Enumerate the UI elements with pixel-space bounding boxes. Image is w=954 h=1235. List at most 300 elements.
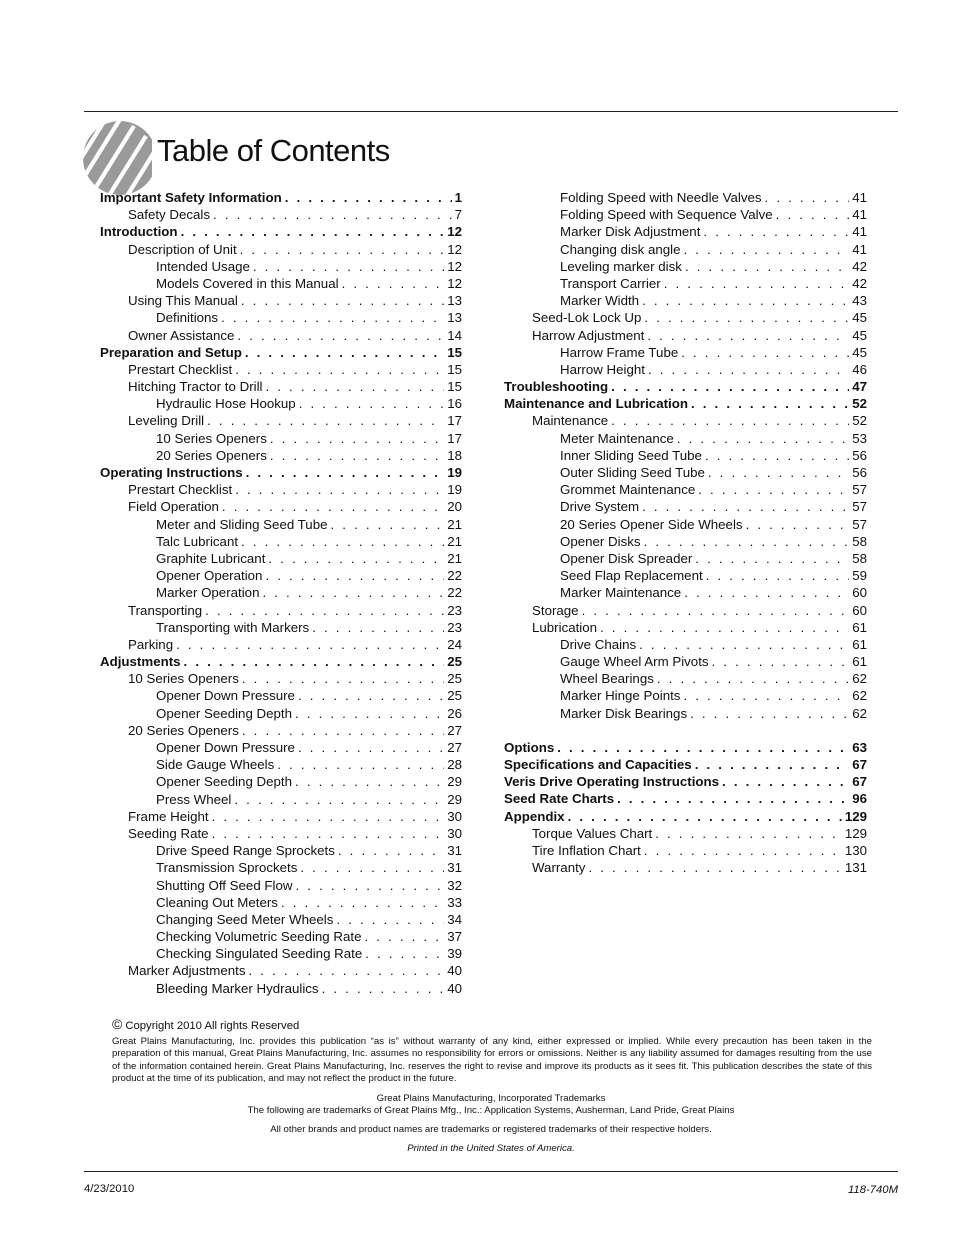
toc-entry-label: Veris Drive Operating Instructions [504,774,720,790]
toc-dot-leader [690,705,849,722]
toc-entry[interactable] [100,241,462,258]
toc-section-entry[interactable] [100,223,462,240]
toc-entry-page-number: 21 [447,550,462,566]
toc-entry-page-number: 25 [447,671,462,687]
toc-entry[interactable] [100,447,462,464]
toc-entry[interactable] [100,705,462,722]
toc-entry[interactable] [504,206,867,223]
toc-entry-page-number: 41 [852,190,867,205]
toc-entry[interactable] [504,292,867,309]
copyright-text: Copyright 2010 All rights Reserved [125,1020,300,1032]
toc-dot-leader [285,189,452,206]
toc-entry-page-number: 21 [447,516,462,532]
toc-dot-leader [644,533,850,550]
toc-entry[interactable] [504,859,867,876]
toc-entry[interactable] [504,258,867,275]
toc-entry[interactable] [100,602,462,619]
toc-entry-page-number: 57 [852,482,867,498]
page-title: Table of Contents [157,133,390,168]
toc-section-entry[interactable] [100,464,462,481]
toc-entry-label: Folding Speed with Needle Valves [560,190,762,205]
toc-entry-label: Troubleshooting [504,379,609,395]
toc-dot-leader [706,567,850,584]
toc-entry-label: Transport Carrier [560,275,661,291]
toc-entry[interactable] [100,894,462,911]
toc-entry-label: Introduction [100,224,178,240]
toc-entry[interactable] [504,241,867,258]
toc-entry-label: Seed Flap Replacement [560,568,703,584]
toc-dot-leader [295,773,444,790]
toc-entry-page-number: 131 [844,860,867,876]
toc-entry[interactable] [504,481,867,498]
toc-entry[interactable] [504,309,867,326]
toc-dot-leader [647,327,849,344]
toc-dot-leader [268,550,444,567]
toc-entry[interactable] [100,619,462,636]
toc-entry-page-number: 56 [852,447,867,463]
toc-entry-page-number: 129 [844,825,867,841]
toc-section-entry[interactable] [100,653,462,670]
toc-dot-leader [600,619,849,636]
toc-entry-page-number: 19 [447,482,462,498]
toc-entry-page-number: 22 [447,585,462,601]
toc-dot-leader [657,670,849,687]
toc-dot-leader [312,619,444,636]
toc-entry-label: Folding Speed with Sequence Valve [560,207,773,223]
toc-dot-leader [181,223,445,240]
toc-dot-leader [212,825,445,842]
toc-entry[interactable] [100,980,462,997]
toc-dot-leader [241,533,444,550]
toc-dot-leader [655,825,842,842]
toc-entry[interactable] [100,739,462,756]
toc-dot-leader [611,412,849,429]
toc-section-entry[interactable] [504,756,867,773]
toc-dot-leader [708,464,849,481]
toc-entry[interactable] [504,189,867,206]
toc-entry[interactable] [504,223,867,240]
toc-entry-page-number: 14 [447,327,462,343]
toc-dot-leader [746,516,850,533]
toc-entry-page-number: 39 [447,946,462,962]
company-logo-icon [82,120,158,196]
toc-dot-leader [336,911,444,928]
toc-entry-label: Definitions [156,310,219,326]
toc-entry[interactable] [100,395,462,412]
toc-entry[interactable] [100,911,462,928]
toc-entry-page-number: 21 [447,533,462,549]
toc-entry-label: Parking [128,636,174,652]
toc-entry-page-number: 30 [447,808,462,824]
toc-entry-page-number: 61 [852,636,867,652]
toc-entry-label: Harrow Frame Tube [560,344,679,360]
toc-entry[interactable] [100,378,462,395]
toc-entry-page-number: 24 [447,636,462,652]
toc-dot-leader [245,344,444,361]
toc-entry[interactable] [504,447,867,464]
toc-entry-page-number: 37 [447,929,462,945]
toc-entry-page-number: 41 [852,207,867,223]
toc-entry[interactable] [100,516,462,533]
toc-entry-page-number: 60 [852,602,867,618]
toc-section-entry[interactable] [504,790,867,807]
toc-entry-label: Grommet Maintenance [560,482,696,498]
toc-entry-label: Marker Width [560,293,640,309]
toc-entry-page-number: 1 [454,190,462,205]
toc-dot-leader [691,395,849,412]
toc-entry[interactable] [100,361,462,378]
toc-entry-label: Maintenance [532,413,609,429]
toc-dot-leader [684,584,849,601]
toc-entry-label: Marker Disk Adjustment [560,224,701,240]
toc-entry-label: Changing disk angle [560,241,681,257]
toc-entry-page-number: 59 [852,568,867,584]
toc-entry-page-number: 17 [447,430,462,446]
toc-entry-label: Checking Volumetric Seeding Rate [156,929,362,945]
toc-dot-leader [364,928,444,945]
toc-dot-leader [642,498,849,515]
toc-entry-label: Important Safety Information [100,190,282,205]
toc-entry[interactable] [504,670,867,687]
toc-entry-label: Torque Values Chart [532,825,653,841]
toc-entry[interactable] [100,825,462,842]
toc-entry-page-number: 42 [852,258,867,274]
toc-entry-page-number: 13 [447,310,462,326]
toc-entry-label: Marker Disk Bearings [560,705,688,721]
toc-entry[interactable] [504,430,867,447]
toc-entry[interactable] [100,773,462,790]
toc-entry[interactable] [100,756,462,773]
toc-entry[interactable] [100,859,462,876]
toc-entry-label: Marker Maintenance [560,585,682,601]
toc-entry[interactable] [100,636,462,653]
toc-dot-leader [237,327,444,344]
toc-entry[interactable] [100,928,462,945]
toc-entry[interactable] [504,653,867,670]
toc-dot-leader [683,687,849,704]
toc-entry-label: Drive Speed Range Sprockets [156,843,335,859]
toc-entry-label: 10 Series Openers [128,671,239,687]
toc-entry-label: Drive Chains [560,636,637,652]
toc-entry-page-number: 34 [447,911,462,927]
toc-dot-leader [270,430,444,447]
toc-entry-page-number: 12 [447,275,462,291]
toc-entry-label: Prestart Checklist [128,361,233,377]
toc-section-entry[interactable] [504,395,867,412]
toc-entry-label: Cleaning Out Meters [156,894,278,910]
toc-entry[interactable] [504,602,867,619]
toc-entry-page-number: 28 [447,757,462,773]
toc-entry-label: Options [504,739,555,755]
toc-entry-page-number: 58 [852,550,867,566]
toc-entry[interactable] [504,412,867,429]
toc-entry-page-number: 23 [447,619,462,635]
toc-entry[interactable] [100,567,462,584]
toc-entry[interactable] [100,533,462,550]
toc-section-entry[interactable] [504,378,867,395]
toc-entry-label: Safety Decals [128,207,211,223]
toc-entry-page-number: 15 [447,361,462,377]
toc-entry-label: Gauge Wheel Arm Pivots [560,654,709,670]
toc-entry-page-number: 29 [447,791,462,807]
toc-dot-leader [298,739,444,756]
toc-entry-label: Transporting with Markers [156,619,310,635]
toc-entry[interactable] [100,292,462,309]
toc-dot-leader [765,189,850,206]
toc-entry-label: Marker Operation [156,585,260,601]
toc-dot-leader [695,550,849,567]
toc-entry-page-number: 130 [844,842,867,858]
toc-entry-label: Drive System [560,499,640,515]
disclaimer-text: Great Plains Manufacturing, Inc. provides this publication “as is” without warranty of any kind, either expressed or implied. While every precaution has been taken in the preparation of this manual, Great Plains Manufacturing, Inc. assumes no responsibility for errors or omissions. Neither is any liability assumed for damages resulting from the use of the information contained herein. Great Plains Manufacturing, Inc. reserves the right to revise and improve its products as it sees fit. This publication describes the state of this product at the time of its publication, and may not reflect the product in the future. [112,1036,872,1085]
toc-dot-leader [295,705,444,722]
publication-date: 4/23/2010 [84,1183,135,1195]
toc-entry-page-number: 60 [852,585,867,601]
toc-entry[interactable] [504,687,867,704]
toc-entry-label: 20 Series Openers [128,722,239,738]
toc-entry[interactable] [504,619,867,636]
printed-notice: Printed in the United States of America. [407,1143,575,1154]
toc-entry-page-number: 43 [852,293,867,309]
toc-section-entry[interactable] [504,808,867,825]
document-code: 118-740M [847,1184,898,1196]
toc-entry-page-number: 42 [852,275,867,291]
toc-entry-page-number: 22 [447,568,462,584]
toc-entry-page-number: 27 [447,722,462,738]
toc-entry[interactable] [100,722,462,739]
toc-entry-label: Prestart Checklist [128,482,233,498]
toc-entry-label: Seeding Rate [128,825,209,841]
toc-entry[interactable] [504,584,867,601]
toc-dot-leader [212,808,445,825]
toc-entry-label: Opener Operation [156,568,263,584]
toc-entry[interactable] [504,464,867,481]
toc-dot-leader [221,309,444,326]
toc-section-entry[interactable] [504,773,867,790]
toc-dot-leader [611,378,849,395]
toc-entry-label: Shutting Off Seed Flow [156,877,293,893]
toc-entry[interactable] [504,275,867,292]
toc-dot-leader [222,498,444,515]
toc-entry-label: Opener Disks [560,533,641,549]
toc-entry-label: Meter Maintenance [560,430,674,446]
toc-entry[interactable] [100,309,462,326]
toc-entry-label: Harrow Height [560,361,645,377]
toc-dot-leader [277,756,444,773]
toc-entry-page-number: 45 [852,344,867,360]
toc-entry-page-number: 31 [447,843,462,859]
toc-entry-page-number: 13 [447,293,462,309]
toc-entry[interactable] [504,498,867,515]
toc-section-entry[interactable] [504,739,867,756]
toc-dot-leader [270,447,444,464]
toc-dot-leader [639,636,849,653]
toc-dot-leader [249,962,445,979]
toc-entry[interactable] [100,842,462,859]
toc-dot-leader [253,258,444,275]
toc-right-column [504,189,867,876]
toc-dot-leader [557,739,849,756]
toc-dot-leader [705,447,849,464]
toc-entry-page-number: 52 [852,396,867,412]
toc-entry-label: Opener Seeding Depth [156,774,293,790]
toc-entry-page-number: 27 [447,740,462,755]
toc-entry[interactable] [100,481,462,498]
toc-entry[interactable] [504,705,867,722]
toc-entry-label: Meter and Sliding Seed Tube [156,516,328,532]
toc-entry-page-number: 61 [852,619,867,635]
toc-entry-page-number: 62 [852,705,867,721]
toc-dot-leader [296,877,445,894]
toc-entry-label: Storage [532,602,579,618]
toc-entry-page-number: 26 [447,705,462,721]
toc-entry-label: Warranty [532,860,586,876]
toc-dot-leader [184,653,445,670]
top-rule [84,111,898,112]
toc-entry-page-number: 16 [447,396,462,412]
toc-dot-leader [568,808,842,825]
toc-entry-label: Inner Sliding Seed Tube [560,447,702,463]
toc-entry[interactable] [504,825,867,842]
toc-entry-page-number: 46 [852,361,867,377]
toc-dot-leader [241,292,444,309]
toc-dot-leader [684,241,850,258]
toc-dot-leader [298,687,444,704]
toc-dot-leader [213,206,452,223]
toc-entry[interactable] [504,516,867,533]
toc-section-entry[interactable] [100,344,462,361]
toc-dot-leader [644,842,842,859]
toc-dot-leader [722,773,849,790]
toc-entry-page-number: 25 [447,654,462,670]
toc-entry-label: 20 Series Openers [156,447,267,463]
toc-entry-label: Press Wheel [156,791,232,807]
toc-entry-label: Hitching Tractor to Drill [128,379,263,395]
toc-entry-label: Specifications and Capacities [504,757,692,772]
toc-entry[interactable] [100,550,462,567]
toc-entry[interactable] [100,327,462,344]
toc-entry[interactable] [504,344,867,361]
toc-entry-page-number: 56 [852,465,867,480]
toc-dot-leader [234,791,444,808]
toc-entry[interactable] [504,567,867,584]
toc-entry[interactable] [504,327,867,344]
toc-dot-leader [365,945,444,962]
toc-entry[interactable] [100,498,462,515]
toc-entry-page-number: 45 [852,310,867,326]
toc-entry-page-number: 18 [447,447,462,463]
toc-entry[interactable] [504,533,867,550]
toc-entry[interactable] [100,877,462,894]
toc-entry-label: Seed Rate Charts [504,791,615,807]
toc-dot-leader [588,859,841,876]
toc-entry[interactable] [100,808,462,825]
toc-entry[interactable] [100,258,462,275]
toc-dot-leader [342,275,445,292]
toc-entry-page-number: 32 [447,877,462,893]
toc-entry-page-number: 20 [447,499,462,515]
toc-entry-label: Operating Instructions [100,465,243,480]
toc-dot-leader [299,395,445,412]
toc-entry[interactable] [100,670,462,687]
toc-dot-leader [695,756,850,773]
toc-left-column [100,189,462,997]
toc-entry-label: 10 Series Openers [156,430,267,446]
toc-entry-page-number: 12 [447,258,462,274]
toc-entry-label: Side Gauge Wheels [156,757,275,773]
toc-entry[interactable] [100,275,462,292]
toc-entry-page-number: 33 [447,894,462,910]
toc-entry[interactable] [100,687,462,704]
toc-entry-label: Seed-Lok Lock Up [532,310,642,326]
toc-entry[interactable] [504,636,867,653]
toc-entry-label: Talc Lubricant [156,533,239,549]
toc-entry-page-number: 17 [447,413,462,429]
toc-entry-page-number: 19 [447,465,462,480]
toc-dot-leader [205,602,444,619]
toc-entry[interactable] [100,430,462,447]
toc-entry-page-number: 57 [852,499,867,515]
toc-entry-label: Frame Height [128,808,209,824]
toc-dot-leader [235,481,444,498]
toc-dot-leader [644,309,849,326]
bottom-rule [84,1171,898,1172]
toc-entry-label: Tire Inflation Chart [532,842,641,858]
toc-entry[interactable] [504,550,867,567]
toc-entry[interactable] [100,962,462,979]
toc-entry-page-number: 63 [852,739,867,755]
toc-entry-page-number: 53 [852,430,867,446]
toc-entry[interactable] [100,584,462,601]
toc-entry[interactable] [504,842,867,859]
toc-dot-leader [776,206,850,223]
toc-entry-label: Hydraulic Hose Hookup [156,396,296,412]
toc-entry-label: Lubrication [532,619,598,635]
toc-dot-leader [240,241,445,258]
toc-entry-label: Opener Down Pressure [156,688,295,704]
toc-dot-leader [712,653,850,670]
toc-entry-label: Leveling Drill [128,413,205,429]
toc-entry[interactable] [100,206,462,223]
toc-dot-leader [265,378,444,395]
toc-entry-page-number: 62 [852,688,867,704]
toc-entry-label: 20 Series Opener Side Wheels [560,516,743,532]
toc-entry[interactable] [504,361,867,378]
toc-entry[interactable] [100,791,462,808]
toc-dot-leader [617,790,849,807]
toc-entry-label: Leveling marker disk [560,258,682,274]
toc-dot-leader [246,464,445,481]
toc-entry-page-number: 96 [852,791,867,807]
toc-entry-label: Models Covered in this Manual [156,275,339,291]
toc-entry-label: Field Operation [128,499,219,515]
toc-dot-leader [235,361,444,378]
toc-entry-label: Bleeding Marker Hydraulics [156,980,319,996]
toc-entry-label: Marker Hinge Points [560,688,681,704]
toc-entry-label: Harrow Adjustment [532,327,645,343]
toc-entry-page-number: 129 [844,808,867,824]
toc-section-entry[interactable] [100,189,462,206]
toc-entry-label: Preparation and Setup [100,344,242,360]
toc-entry-label: Intended Usage [156,258,250,274]
toc-entry-label: Using This Manual [128,293,238,309]
toc-entry[interactable] [100,412,462,429]
toc-entry-page-number: 29 [447,774,462,790]
toc-entry-page-number: 45 [852,327,867,343]
toc-dot-leader [331,516,445,533]
toc-dot-leader [262,584,444,601]
toc-entry[interactable] [100,945,462,962]
